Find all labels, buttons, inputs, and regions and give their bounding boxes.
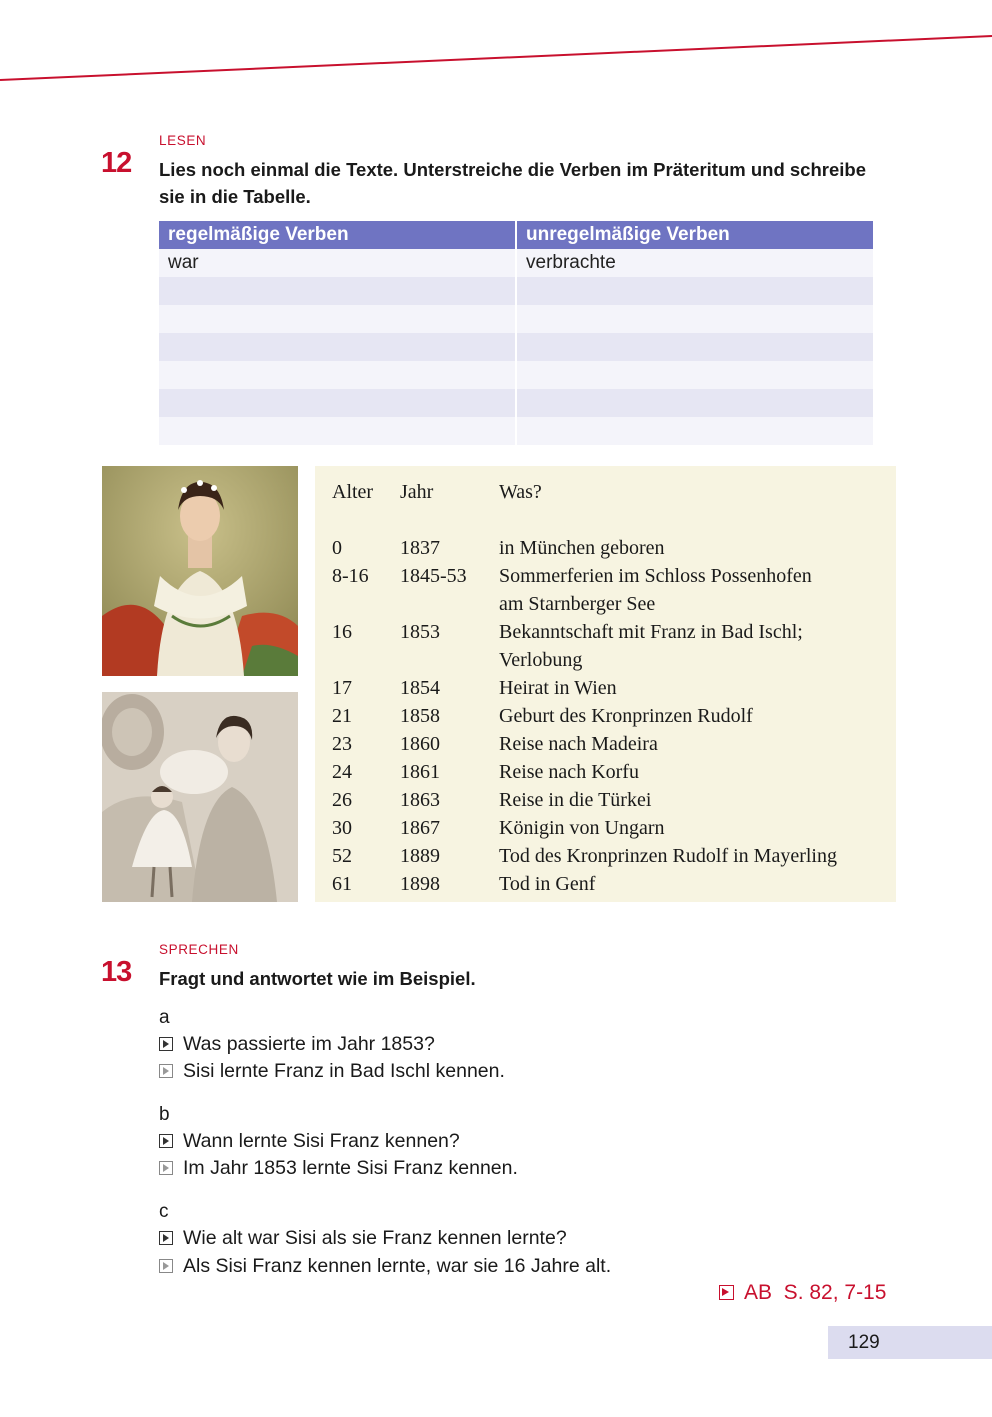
example-answer-text: Als Sisi Franz kennen lernte, war sie 16 Jahre alt. <box>183 1255 612 1277</box>
irregular-verb-cell[interactable] <box>516 333 873 361</box>
header-irregular-verbs: unregelmäßige Verben <box>516 221 873 249</box>
timeline-year: 1867 <box>400 817 440 839</box>
verb-table-header-row <box>159 221 873 249</box>
timeline-event: Reise in die Türkei <box>499 789 652 811</box>
timeline-event: Bekanntschaft mit Franz in Bad Ischl; <box>499 621 803 643</box>
timeline-event: Sommerferien im Schloss Possenhofen <box>499 565 812 587</box>
exercise-12-number: 12 <box>101 147 132 179</box>
portrait-sisi-photo <box>102 466 298 676</box>
timeline-header-what: Was? <box>499 481 542 503</box>
exercise-13-instruction: Fragt und antwortet wie im Beispiel. <box>159 968 476 989</box>
timeline-event: Heirat in Wien <box>499 677 617 699</box>
workbook-reference-text: AB S. 82, 7-15 <box>744 1281 887 1304</box>
example-answer-text: Sisi lernte Franz in Bad Ischl kennen. <box>183 1060 505 1082</box>
exercise-12-instruction <box>159 156 866 210</box>
example-a-answer <box>159 1058 505 1084</box>
timeline-age: 16 <box>332 621 352 643</box>
verb-table <box>159 221 873 445</box>
irregular-verb-cell[interactable] <box>516 389 873 417</box>
irregular-verb-cell[interactable] <box>516 305 873 333</box>
irregular-verb-cell[interactable]: verbrachte <box>516 249 873 277</box>
example-a-question <box>159 1031 435 1057</box>
regular-verb-cell[interactable] <box>159 277 516 305</box>
regular-verb-cell[interactable] <box>159 305 516 333</box>
table-row <box>159 333 873 361</box>
timeline-year: 1863 <box>400 789 440 811</box>
exercise-13-tag: SPRECHEN <box>159 942 239 957</box>
table-row <box>159 277 873 305</box>
example-question-text: Wann lernte Sisi Franz kennen? <box>183 1130 460 1152</box>
timeline-event: Tod in Genf <box>499 873 596 895</box>
timeline-age: 0 <box>332 537 342 559</box>
irregular-verb-cell[interactable] <box>516 417 873 445</box>
regular-verb-cell[interactable]: war <box>159 249 516 277</box>
irregular-verb-cell[interactable] <box>516 277 873 305</box>
header-red-line <box>0 0 992 90</box>
irregular-verb-cell[interactable] <box>516 361 873 389</box>
timeline-year: 1853 <box>400 621 440 643</box>
example-letter-b: b <box>159 1104 170 1125</box>
timeline-age: 52 <box>332 845 352 867</box>
timeline-event-continued: am Starnberger See <box>499 593 656 615</box>
regular-verb-cell[interactable] <box>159 417 516 445</box>
timeline-year: 1837 <box>400 537 440 559</box>
sisi-timeline <box>315 466 896 902</box>
regular-verb-cell[interactable] <box>159 333 516 361</box>
example-question-text: Was passierte im Jahr 1853? <box>183 1033 435 1055</box>
speaker-play-icon <box>159 1134 173 1148</box>
timeline-event: Königin von Ungarn <box>499 817 665 839</box>
speaker-play-icon <box>159 1064 173 1078</box>
timeline-age: 8-16 <box>332 565 369 587</box>
instruction-line-2: sie in die Tabelle. <box>159 186 311 207</box>
timeline-year: 1854 <box>400 677 440 699</box>
timeline-age: 26 <box>332 789 352 811</box>
example-b-answer <box>159 1155 518 1181</box>
timeline-year: 1845-53 <box>400 565 467 587</box>
timeline-event: Reise nach Korfu <box>499 761 639 783</box>
table-row <box>159 361 873 389</box>
instruction-line-1: Lies noch einmal die Texte. Unterstreiche die Verben im Präteritum und schreibe <box>159 159 866 180</box>
timeline-event: Reise nach Madeira <box>499 733 658 755</box>
header-regular-verbs: regelmäßige Verben <box>159 221 516 249</box>
regular-verb-cell[interactable] <box>159 389 516 417</box>
example-b-question <box>159 1128 460 1154</box>
timeline-age: 23 <box>332 733 352 755</box>
timeline-year: 1861 <box>400 761 440 783</box>
regular-verb-cell[interactable] <box>159 361 516 389</box>
timeline-age: 21 <box>332 705 352 727</box>
timeline-year: 1898 <box>400 873 440 895</box>
example-c-question <box>159 1225 567 1251</box>
speaker-play-icon <box>159 1161 173 1175</box>
timeline-age: 24 <box>332 761 352 783</box>
example-letter-a: a <box>159 1007 170 1028</box>
table-row <box>159 417 873 445</box>
arrow-box-icon <box>719 1285 734 1300</box>
page-number: 129 <box>828 1326 992 1359</box>
table-row <box>159 249 873 277</box>
speaker-play-icon <box>159 1037 173 1051</box>
workbook-reference[interactable] <box>719 1281 886 1305</box>
timeline-age: 61 <box>332 873 352 895</box>
exercise-12-tag: LESEN <box>159 133 207 148</box>
example-c-answer <box>159 1253 611 1279</box>
table-row <box>159 389 873 417</box>
timeline-header-age: Alter <box>332 481 374 503</box>
sisi-with-children-photo <box>102 692 298 902</box>
timeline-year: 1860 <box>400 733 440 755</box>
speaker-play-icon <box>159 1259 173 1273</box>
timeline-event: in München geboren <box>499 537 665 559</box>
example-letter-c: c <box>159 1201 169 1222</box>
speaker-play-icon <box>159 1231 173 1245</box>
timeline-header-year: Jahr <box>400 481 434 503</box>
timeline-year: 1858 <box>400 705 440 727</box>
exercise-13-number: 13 <box>101 956 132 988</box>
example-question-text: Wie alt war Sisi als sie Franz kennen lernte? <box>183 1227 567 1249</box>
timeline-age: 17 <box>332 677 352 699</box>
timeline-event-continued: Verlobung <box>499 649 583 671</box>
timeline-event: Tod des Kronprinzen Rudolf in Mayerling <box>499 845 837 867</box>
timeline-age: 30 <box>332 817 352 839</box>
table-row <box>159 305 873 333</box>
timeline-event: Geburt des Kronprinzen Rudolf <box>499 705 753 727</box>
timeline-year: 1889 <box>400 845 440 867</box>
example-answer-text: Im Jahr 1853 lernte Sisi Franz kennen. <box>183 1157 518 1179</box>
